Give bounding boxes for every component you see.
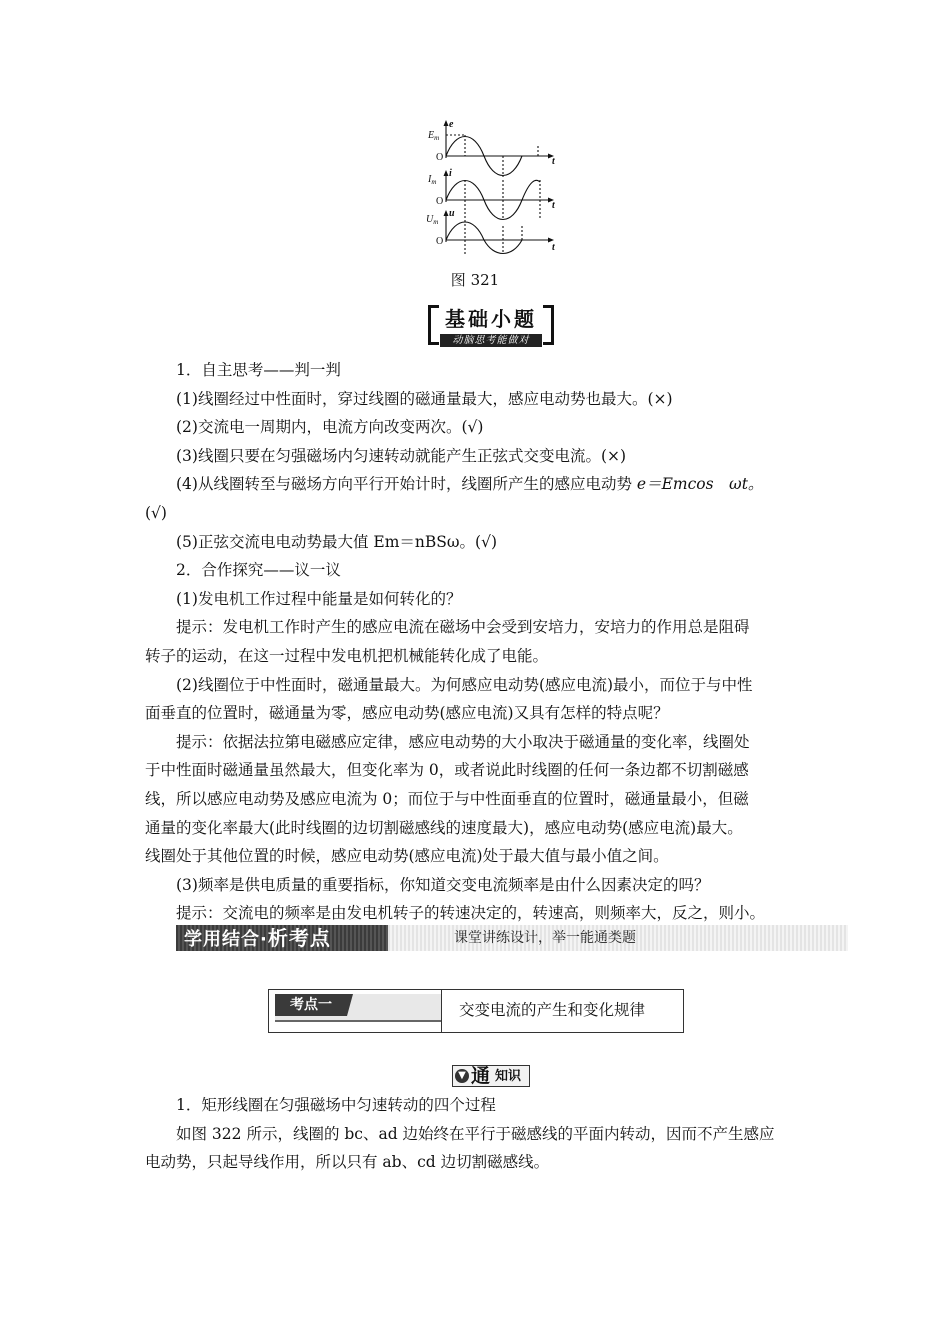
svg-text:t: t [552,156,555,167]
question-3: (3)频率是供电质量的重要指标，你知道交变电流频率是由什么因素决定的吗？ [176,875,710,894]
question-2-cont: 面垂直的位置时，磁通量为零，感应电动势(感应电流)又具有怎样的特点呢？ [145,704,669,723]
section-banner-title: 学用结合·析考点 [176,925,388,951]
section-banner [176,925,848,951]
exam-point-title: 交变电流的产生和变化规律 [459,1001,646,1019]
answer-1-cont: 转子的运动，在这一过程中发电机把机械能转化成了电能。 [145,646,549,665]
question-2: (2)线圈位于中性面时，磁通量最大。为何感应电动势(感应电流)最小，而位于与中性 [176,675,753,694]
discussion-heading: 2．合作探究——议一议 [176,561,341,580]
answer-3: 提示：交流电的频率是由发电机转子的转速决定的，转速高，则频率大，反之，则小。 [176,904,766,923]
list-item: (3)线圈只要在匀强磁场内匀速转动就能产生正弦式交变电流。(×) [176,446,627,465]
svg-text:t: t [552,200,555,211]
svg-text:i: i [449,168,452,179]
i-peak-label: $I_m$ [428,174,437,186]
list-item: (2)交流电一周期内，电流方向改变两次。(√) [176,418,484,437]
svg-text:O: O [436,236,444,247]
knowledge-section [145,1091,805,1177]
basic-banner-title: 基础小题 [445,307,537,331]
answer-2: 提示：依据法拉第电磁感应定律，感应电动势的大小取决于磁通量的变化率，线圈处 [176,732,750,751]
waveform-diagram [418,118,568,256]
answer-2-cont: 线，所以感应电动势及感应电流为 0；而位于与中性面垂直的位置时，磁通量最小，但磁 [145,789,749,808]
list-item: (5)正弦交流电电动势最大值 Em＝nBSω。(√) [176,532,497,551]
basic-questions-banner [428,305,554,347]
answer-1: 提示：发电机工作时产生的感应电流在磁场中会受到安培力，安培力的作用总是阻碍 [176,618,750,637]
figure-caption: 图 321 [450,271,500,289]
svg-text:u: u [449,208,455,219]
self-check-heading: 1．自主思考——判一判 [176,361,341,379]
u-peak-label: $U_m$ [426,214,439,226]
section-banner-caption: 课堂讲练设计，举一能通类题 [454,930,636,946]
svg-text:e: e [449,119,454,130]
list-item: (1)线圈经过中性面时，穿过线圈的磁通量最大，感应电动势也最大。(×) [176,389,673,408]
svg-text:t: t [552,242,555,253]
exam-point-box [268,989,684,1033]
waveform-figure [418,118,568,256]
question-1: (1)发电机工作过程中能量是如何转化的？ [176,589,462,608]
answer-2-cont: 线圈处于其他位置的时候，感应电动势(感应电流)处于最大值与最小值之间。 [145,847,669,866]
list-item: (√) [145,503,167,522]
exam-point-label: 考点一 [275,994,347,1016]
knowledge-text-cont: 电动势，只起导线作用，所以只有 ab、cd 边切割磁感线。 [145,1153,550,1172]
answer-2-cont: 于中性面时磁通量虽然最大，但变化率为 0，或者说此时线圈的任何一条边都不切割磁感 [145,761,749,780]
basic-banner-subtitle: 动脑思考能做对 [440,334,542,347]
knowledge-badge-small: 知识 [495,1069,522,1084]
knowledge-badge-big: 通 [471,1065,491,1087]
svg-text:O: O [436,152,444,163]
knowledge-text: 如图 322 所示，线圈的 bc、ad 边始终在平行于磁感线的平面内转动，因而不产生感应 [176,1124,775,1143]
divider [441,990,442,1032]
self-check-section [145,356,805,928]
list-item: (4)从线圈转至与磁场方向平行开始计时，线圈所产生的感应电动势 e＝Emcos ωt。 [176,475,764,494]
knowledge-heading: 1．矩形线圈在匀强磁场中匀速转动的四个过程 [176,1096,496,1114]
triangle-down-icon: ▼ [455,1069,469,1083]
answer-2-cont: 通量的变化率最大(此时线圈的边切割磁感线的速度最大)，感应电动势(感应电流)最大。 [145,818,743,837]
knowledge-badge [452,1065,530,1087]
e-peak-label: $E_m$ [428,130,440,142]
exam-point-tab [275,994,441,1022]
u-wave [446,222,522,254]
svg-text:O: O [436,196,444,207]
